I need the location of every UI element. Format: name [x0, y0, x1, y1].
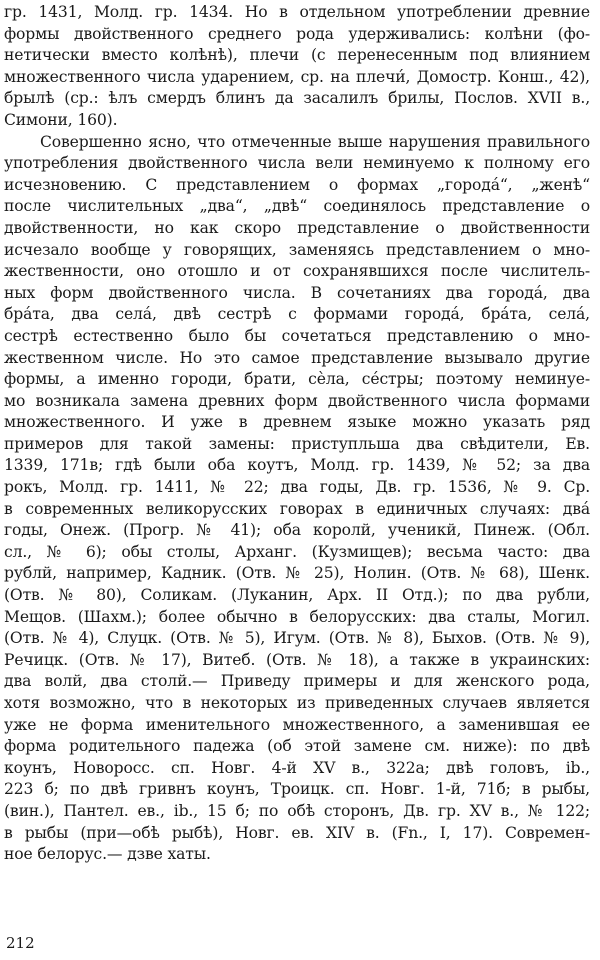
text-line: рокъ, Молд. гр. 1411, № 22; два годы, Дв. гр. 1536, № 9. Ср.: [4, 478, 590, 497]
text-line: (Отв. № 80), Соликам. (Луканин, Арх. II Отд.); по два рубли,: [4, 586, 590, 605]
text-line: брылѣ (ср.: ѣлъ смердъ блинъ да засалилъ брилы, Послов. XVII в.,: [4, 89, 590, 108]
text-line: мо возникала замена древних форм двойственного числа формами: [4, 391, 590, 410]
text-line: 1339, 171в; гдѣ были оба коутъ, Молд. гр. 1439, № 52; за два: [4, 456, 590, 475]
text-line: сл., № 6); обы столы, Арханг. (Кузмищев); весьма часто: два: [4, 542, 590, 561]
text-line: формы двойственного среднего рода удерживались: колѣни (фо-: [4, 24, 590, 43]
paragraph-p2: [4, 132, 590, 866]
text-line: в современных великорусских говорах в единичных случаях: два́: [4, 499, 590, 518]
text-line: множественного. И уже в древнем языке можно указать ряд: [4, 413, 590, 432]
text-line: нетически вместо колѣнѣ), плечи (с перенесенным под влиянием: [4, 46, 590, 65]
text-line: двойственности, но как скоро представление о двойственности: [4, 218, 590, 237]
book-page: [4, 2, 590, 952]
text-line: формы, а именно городи, брати, сѐла, се́стры; поэтому неминуе-: [4, 370, 590, 389]
text-line: 223 б; по двѣ гривнъ коунъ, Троицк. сп. Новг. 1-й, 71б; в рыбы,: [4, 780, 590, 799]
text-line: Симони, 160).: [4, 110, 118, 129]
text-line: в рыбы (при—обѣ рыбѣ), Новг. ев. XIV в. (Fn., I, 17). Современ-: [4, 823, 590, 842]
text-line: ных форм двойственного числа. В сочетаниях два города́, два: [4, 283, 590, 302]
text-line: бра́та, два села́, двѣ сестрѣ с формами города́, бра́та, села́,: [4, 305, 590, 324]
page-number: 212: [6, 934, 35, 952]
text-line: Речицк. (Отв. № 17), Витеб. (Отв. № 18), а также в украинских:: [4, 650, 590, 669]
text-line: жественности, оно отошло и от сохранявшихся после числитель-: [4, 262, 590, 281]
text-line: употребления двойственного числа вели неминуемо к полному его: [4, 154, 590, 173]
text-line: годы, Онеж. (Прогр. № 41); оба королй, ученикй, Пинеж. (Обл.: [4, 521, 590, 540]
text-line: (Отв. № 4), Слуцк. (Отв. № 5), Игум. (Отв. № 8), Быхов. (Отв. № 9),: [4, 629, 590, 648]
paragraph-p1: [4, 2, 590, 132]
text-line: рублй, например, Кадник. (Отв. № 25), Нолин. (Отв. № 68), Шенк.: [4, 564, 590, 583]
text-line: Совершенно ясно, что отмеченные выше нарушения правильного: [40, 132, 590, 151]
text-line: сестрѣ естественно было бы сочетаться представлению о мно-: [4, 326, 590, 345]
text-body: [4, 2, 590, 866]
text-line: уже не форма именительного множественного, а заменившая ее: [4, 715, 590, 734]
text-line: гр. 1431, Молд. гр. 1434. Но в отдельном употреблении древние: [4, 3, 590, 21]
text-line: жественном числе. Но это самое представление вызывало другие: [4, 348, 590, 367]
text-line: после числительных „два“, „двѣ“ соединялось представление о: [4, 197, 590, 216]
text-line: (вин.), Пантел. ев., ib., 15 б; по обѣ сторонъ, Дв. гр. XV в., № 122;: [4, 801, 590, 820]
text-line: исчезновению. С представлением о формах „города́“, „женѣ“: [4, 175, 590, 194]
text-line: множественного числа ударением, ср. на плечи́, Домостр. Конш., 42),: [4, 67, 590, 86]
text-line: Мещов. (Шахм.); более обычно в белорусских: два сталы, Могил.: [4, 607, 590, 626]
text-line: хотя возможно, что в некоторых из приведенных случаев является: [4, 694, 590, 712]
text-line: форма родительного падежа (об этой замене см. ниже): по двѣ: [4, 737, 590, 756]
text-line: два волй, два столй.— Приведу примеры и для женского рода,: [4, 672, 590, 691]
text-line: коунъ, Новоросс. сп. Новг. 4-й XV в., 322а; двѣ головъ, ib.,: [4, 758, 590, 777]
text-line: исчезало вообще у говорящих, заменяясь представлением о мно-: [4, 240, 590, 259]
text-line: ное белорус.— дзве хаты.: [4, 845, 211, 864]
text-line: примеров для такой замены: приступльша два свѣдители, Ев.: [4, 434, 590, 453]
